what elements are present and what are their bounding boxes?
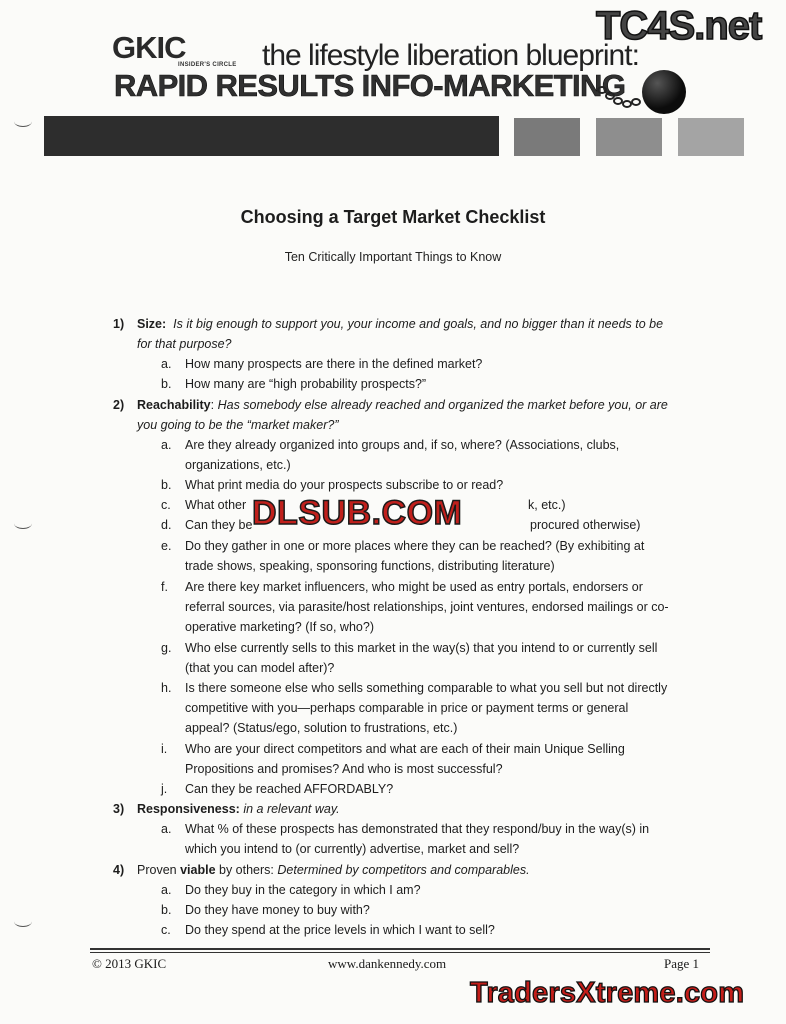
- footer-page-number: Page 1: [664, 956, 700, 971]
- list-item-fragment: What other: [185, 498, 247, 512]
- ball-and-chain-icon: [596, 82, 648, 112]
- section-question: in a relevant way.: [243, 802, 340, 816]
- ball-icon: [642, 70, 686, 114]
- gkic-logo-subtitle: INSIDER'S CIRCLE: [178, 62, 237, 68]
- document-subtitle: Ten Critically Important Things to Know: [284, 250, 502, 264]
- list-item: Who are your direct competitors and what are each of their main Unique Selling: [185, 742, 625, 756]
- list-item-cont: organizations, etc.): [185, 458, 291, 472]
- section-heading-line: [137, 802, 340, 817]
- section-number: 1): [113, 317, 125, 331]
- section-number: 2): [113, 398, 125, 412]
- list-item-cont: referral sources, via parasite/host relationships, joint ventures, endorsed mailings or co-: [185, 600, 669, 614]
- section-number: 4): [113, 863, 125, 877]
- list-marker: b.: [161, 903, 172, 917]
- list-item-fragment: Can they be: [185, 518, 253, 532]
- list-marker: e.: [161, 539, 172, 553]
- list-item: Do they buy in the category in which I am?: [185, 883, 421, 897]
- list-item: Can they be reached AFFORDABLY?: [185, 782, 394, 796]
- section-question-cont: you going to be the “market maker?”: [137, 418, 339, 432]
- list-item-cont: competitive with you—perhaps comparable in price or payment terms or general: [185, 701, 629, 715]
- list-marker: i.: [161, 742, 168, 756]
- footer-rule: [90, 952, 710, 953]
- list-item: Is there someone else who sells something comparable to what you sell but not directly: [185, 681, 668, 695]
- list-item: Are they already organized into groups and, if so, where? (Associations, clubs,: [185, 438, 620, 452]
- section-label: Responsiveness:: [137, 802, 240, 816]
- list-marker: a.: [161, 883, 172, 897]
- footer-url: www.dankennedy.com: [328, 956, 447, 971]
- section-question-cont: for that purpose?: [137, 337, 232, 351]
- list-item-cont: Propositions and promises? And who is most successful?: [185, 762, 503, 776]
- list-item: How many prospects are there in the defined market?: [185, 357, 483, 371]
- list-item-cont: appeal? (Status/ego, solution to frustrations, etc.): [185, 721, 458, 735]
- section-heading-line: [137, 317, 663, 332]
- watermark-middle: DLSUB.COM: [252, 494, 463, 532]
- section-question: Has somebody else already reached and organized the market before you, or are: [217, 398, 668, 412]
- list-item: How many are “high probability prospects?”: [185, 377, 427, 391]
- list-item: What % of these prospects has demonstrated that they respond/buy in the way(s) in: [185, 822, 650, 836]
- list-item: Do they spend at the price levels in which I want to sell?: [185, 923, 495, 937]
- list-marker: a.: [161, 822, 172, 836]
- list-marker: c.: [161, 498, 171, 512]
- section-pre: Proven: [137, 863, 181, 877]
- footer-copyright: © 2013 GKIC: [92, 956, 167, 971]
- header-block: [596, 118, 662, 156]
- list-marker: c.: [161, 923, 171, 937]
- section-heading-line: [137, 863, 530, 878]
- list-marker: b.: [161, 478, 172, 492]
- document-title: Choosing a Target Market Checklist: [240, 207, 546, 227]
- punch-hole-mark: [14, 518, 32, 529]
- list-marker: f.: [161, 580, 168, 594]
- list-item-cont: operative marketing? (If so, who?): [185, 620, 374, 634]
- header-block: [514, 118, 580, 156]
- section-question: Determined by competitors and comparables.: [277, 863, 530, 877]
- section-label: Reachability: [137, 398, 211, 412]
- header-block: [678, 118, 744, 156]
- list-item-fragment: procured otherwise): [530, 518, 641, 532]
- list-item-fragment: k, etc.): [528, 498, 566, 512]
- list-item: What print media do your prospects subscribe to or read?: [185, 478, 504, 492]
- footer-rule: [90, 948, 710, 950]
- header-banner: RAPID RESULTS INFO-MARKETING: [114, 68, 626, 103]
- punch-hole-mark: [14, 916, 32, 927]
- list-item: Who else currently sells to this market in the way(s) that you intend to or currently sell: [185, 641, 658, 655]
- gkic-logo: GKIC: [112, 30, 186, 65]
- punch-hole-mark: [14, 116, 32, 127]
- list-item-cont: (that you can model after)?: [185, 661, 335, 675]
- section-label: Size:: [137, 317, 167, 331]
- list-marker: h.: [161, 681, 172, 695]
- section-heading-line: [137, 398, 668, 413]
- list-item: Are there key market influencers, who might be used as entry portals, endorsers or: [185, 580, 643, 594]
- section-label: viable: [180, 863, 216, 877]
- section-number: 3): [113, 802, 125, 816]
- section-colon: :: [210, 398, 215, 412]
- section-mid: by others:: [215, 863, 278, 877]
- list-marker: d.: [161, 518, 172, 532]
- list-marker: a.: [161, 357, 172, 371]
- list-item: Do they gather in one or more places where they can be reached? (By exhibiting at: [185, 539, 645, 553]
- header-tagline: the lifestyle liberation blueprint:: [262, 39, 639, 72]
- header-bar: [44, 116, 499, 156]
- watermark-top: TC4S.net: [596, 4, 762, 48]
- list-marker: b.: [161, 377, 172, 391]
- list-item-cont: trade shows, speaking, sponsoring functions, distributing literature): [185, 559, 555, 573]
- list-marker: g.: [161, 641, 172, 655]
- list-item-cont: which you intend to (or currently) advertise, market and sell?: [185, 842, 520, 856]
- list-marker: a.: [161, 438, 172, 452]
- list-item: Do they have money to buy with?: [185, 903, 370, 917]
- list-marker: j.: [161, 782, 168, 796]
- watermark-bottom: TradersXtreme.com: [470, 977, 745, 1009]
- section-question: Is it big enough to support you, your income and goals, and no bigger than it needs to be: [173, 317, 664, 331]
